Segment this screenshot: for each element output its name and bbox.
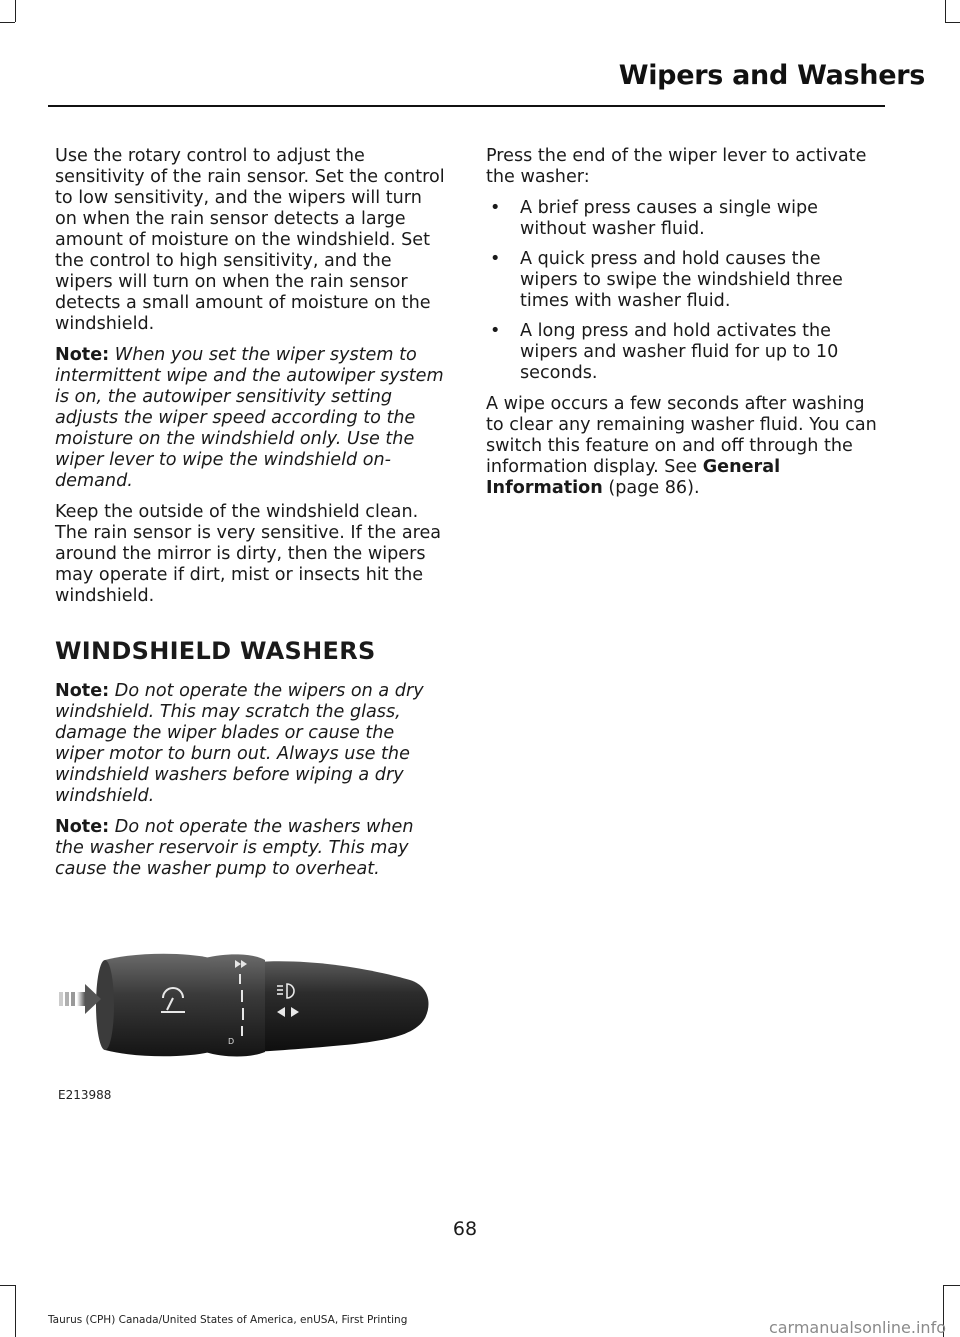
crop-mark [0, 22, 15, 23]
note-label: Note: [55, 817, 110, 837]
left-column [55, 146, 447, 890]
wiper-lever-illustration [55, 940, 435, 1070]
paragraph-windshield-clean: Keep the outside of the windshield clean. The rain sensor is very sensitive. If the area around the mirror is dirty, then the wipers may operate if dirt, mist or insects hit the windshield. [55, 502, 442, 606]
crop-mark [944, 1285, 960, 1286]
list-item-text: A brief press causes a single wipe without washer fluid. [520, 198, 818, 239]
note-empty-reservoir [55, 817, 447, 880]
crop-mark [0, 1285, 15, 1286]
paragraph-rain-sensor: Use the rotary control to adjust the sensitivity of the rain sensor. Set the control to low sensitivity, and the wipers will turn on when the rain sensor detects a large amount of moisture on the windshield. Set the control to high sensitivity, and the wipers will turn on when the rain sensor detects a small amount of moisture on the windshield. [55, 146, 445, 334]
crop-mark [945, 22, 960, 23]
figure-code: E213988 [58, 1088, 112, 1102]
lever-stalk [255, 961, 429, 1052]
note-text: Do not operate the wipers on a dry windshield. This may scratch the glass, damage the wiper blades or cause the wiper motor to burn out. Always use the windshield washers before wiping a dry windshield. [55, 681, 424, 806]
push-arrow-icon [59, 984, 101, 1014]
list-item-text: A quick press and hold causes the wipers to swipe the windshield three times with washer fluid. [520, 249, 843, 311]
paragraph-washer-intro: Press the end of the wiper lever to activate the washer: [486, 146, 867, 187]
list-item [486, 249, 881, 312]
crop-mark [15, 0, 16, 22]
rotary-collar [205, 954, 265, 1056]
footer-text: Taurus (CPH) Canada/United States of America, enUSA, First Printing [48, 1314, 408, 1326]
page-number: 68 [452, 1218, 478, 1240]
bullet-icon: • [490, 321, 501, 341]
section-heading-windshield-washers: WINDSHIELD WASHERS [55, 637, 376, 665]
note-label: Note: [55, 345, 110, 365]
list-item [486, 198, 881, 240]
note-text: Do not operate the washers when the washer reservoir is empty. This may cause the washer pump to overheat. [55, 817, 414, 879]
page-header-title: Wipers and Washers [618, 60, 925, 91]
note-label: Note: [55, 681, 110, 701]
crop-mark [15, 1285, 16, 1337]
bullet-icon: • [490, 198, 501, 218]
paragraph-wipe-after-washing [486, 394, 881, 499]
list-item [486, 321, 881, 384]
right-column [486, 146, 881, 509]
lever-letter: D [228, 1037, 235, 1046]
paragraph-text: A wipe occurs a few seconds after washing to clear any remaining washer fluid. You can switch this feature on and off through the information display. See [486, 394, 877, 477]
header-divider [48, 105, 885, 107]
watermark-text: carmanualsonline.info [768, 1318, 946, 1337]
list-item-text: A long press and hold activates the wipers and washer fluid for up to 10 seconds. [520, 321, 839, 383]
crop-mark [945, 0, 946, 22]
page-reference: (page 86). [608, 478, 700, 498]
washer-press-list [486, 198, 881, 384]
end-cap [98, 954, 211, 1057]
note-text: When you set the wiper system to intermittent wipe and the autowiper system is on, the autowiper sensitivity setting adjusts the wiper speed according to the moisture on the windshield only. Use the wiper lever to wipe the windshield on-demand. [55, 345, 444, 491]
general-information-link[interactable]: General Information [486, 457, 781, 498]
note-autowiper [55, 345, 447, 492]
bullet-icon: • [490, 249, 501, 269]
note-dry-windshield [55, 681, 447, 807]
